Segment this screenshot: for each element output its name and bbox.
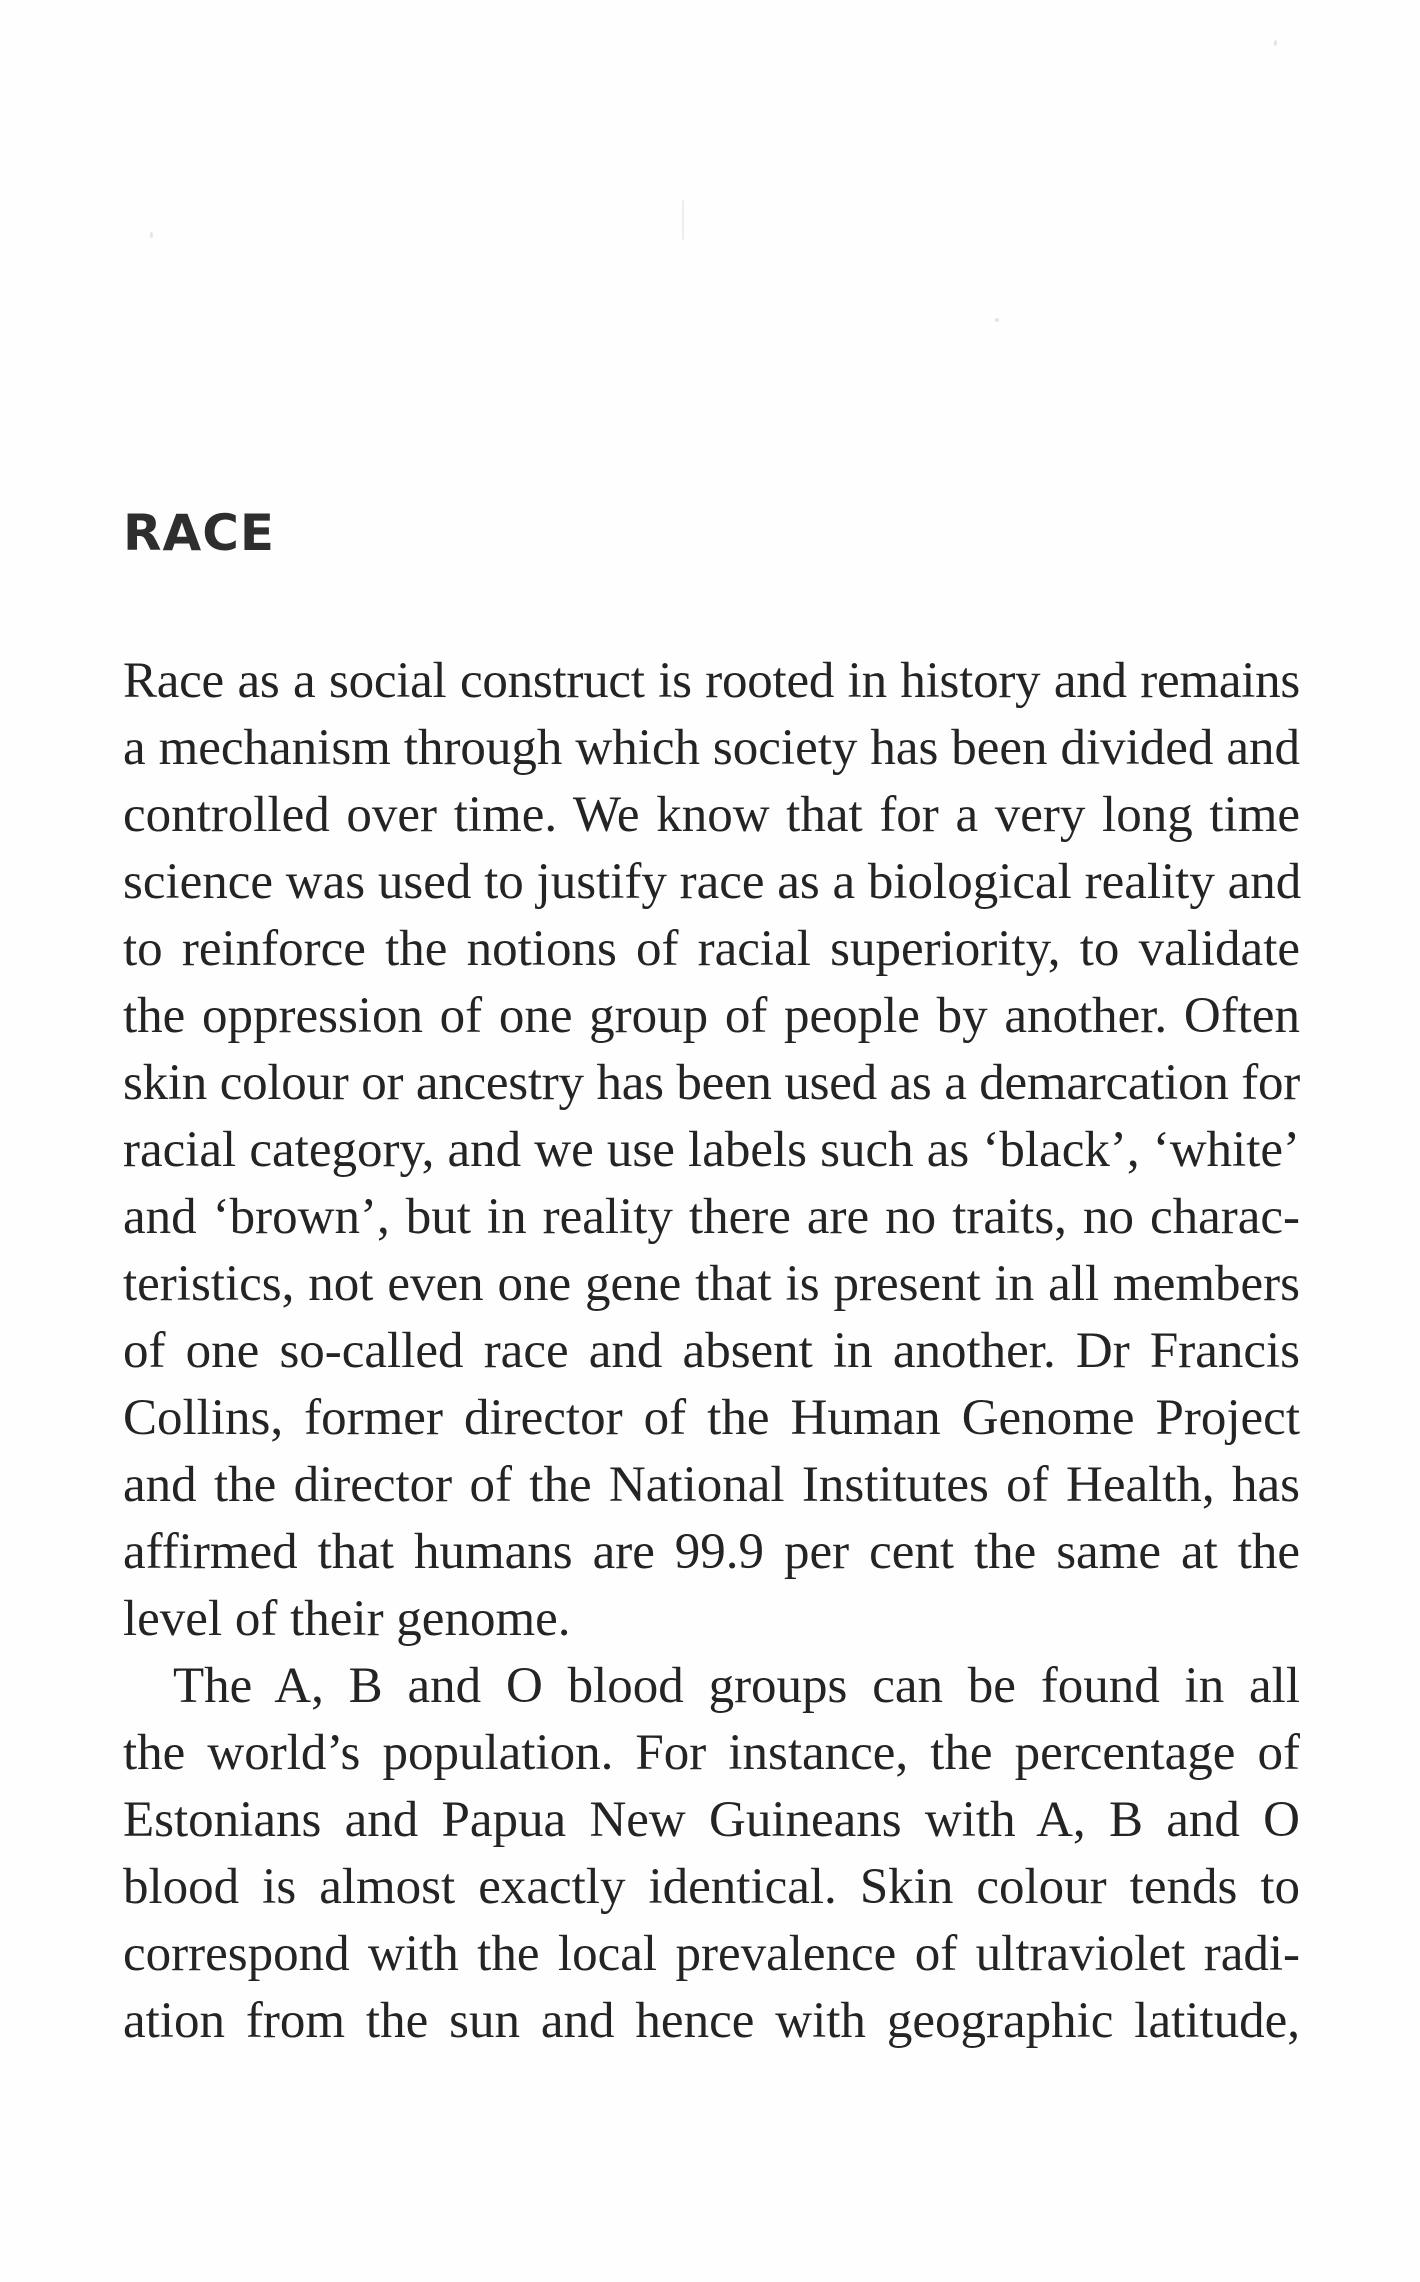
- text-line: ation from the sun and hence with geographic latitude,: [123, 1993, 1300, 2049]
- text-line: the oppression of one group of people by another. Often: [123, 988, 1300, 1044]
- text-line: the world’s population. For instance, the percentage of: [123, 1725, 1300, 1781]
- text-line: correspond with the local prevalence of ultraviolet radi-: [123, 1926, 1300, 1982]
- text-line: controlled over time. We know that for a very long time: [123, 787, 1300, 843]
- text-line: blood is almost exactly identical. Skin colour tends to: [123, 1859, 1300, 1915]
- scan-speck: [995, 318, 999, 322]
- scan-speck: [1274, 40, 1277, 46]
- paragraph-2: [123, 1653, 1300, 2055]
- text-line: skin colour or ancestry has been used as a demarcation for: [123, 1055, 1300, 1111]
- text-line: Collins, former director of the Human Genome Project: [123, 1390, 1300, 1446]
- text-line: Estonians and Papua New Guineans with A, B and O: [123, 1792, 1300, 1848]
- text-line: a mechanism through which society has been divided and: [123, 720, 1300, 776]
- text-line: to reinforce the notions of racial superiority, to validate: [123, 921, 1300, 977]
- scan-speck: [682, 200, 684, 240]
- text-line: Race as a social construct is rooted in history and remains: [123, 653, 1300, 709]
- text-line: of one so-called race and absent in another. Dr Francis: [123, 1323, 1300, 1379]
- text-line: and the director of the National Institutes of Health, has: [123, 1457, 1300, 1513]
- section-heading: RACE: [123, 504, 276, 562]
- text-line: and ‘brown’, but in reality there are no traits, no charac-: [123, 1189, 1300, 1245]
- text-line: level of their genome.: [123, 1591, 571, 1647]
- paragraph-1: [123, 648, 1300, 1653]
- text-line: racial category, and we use labels such as ‘black’, ‘white’: [123, 1122, 1300, 1178]
- scan-speck: [150, 232, 153, 238]
- text-line: affirmed that humans are 99.9 per cent the same at the: [123, 1524, 1300, 1580]
- text-line: The A, B and O blood groups can be found in all: [173, 1658, 1300, 1714]
- text-line: teristics, not even one gene that is present in all members: [123, 1256, 1300, 1312]
- body-text: [123, 648, 1300, 2055]
- text-line: science was used to justify race as a biological reality and: [123, 854, 1302, 910]
